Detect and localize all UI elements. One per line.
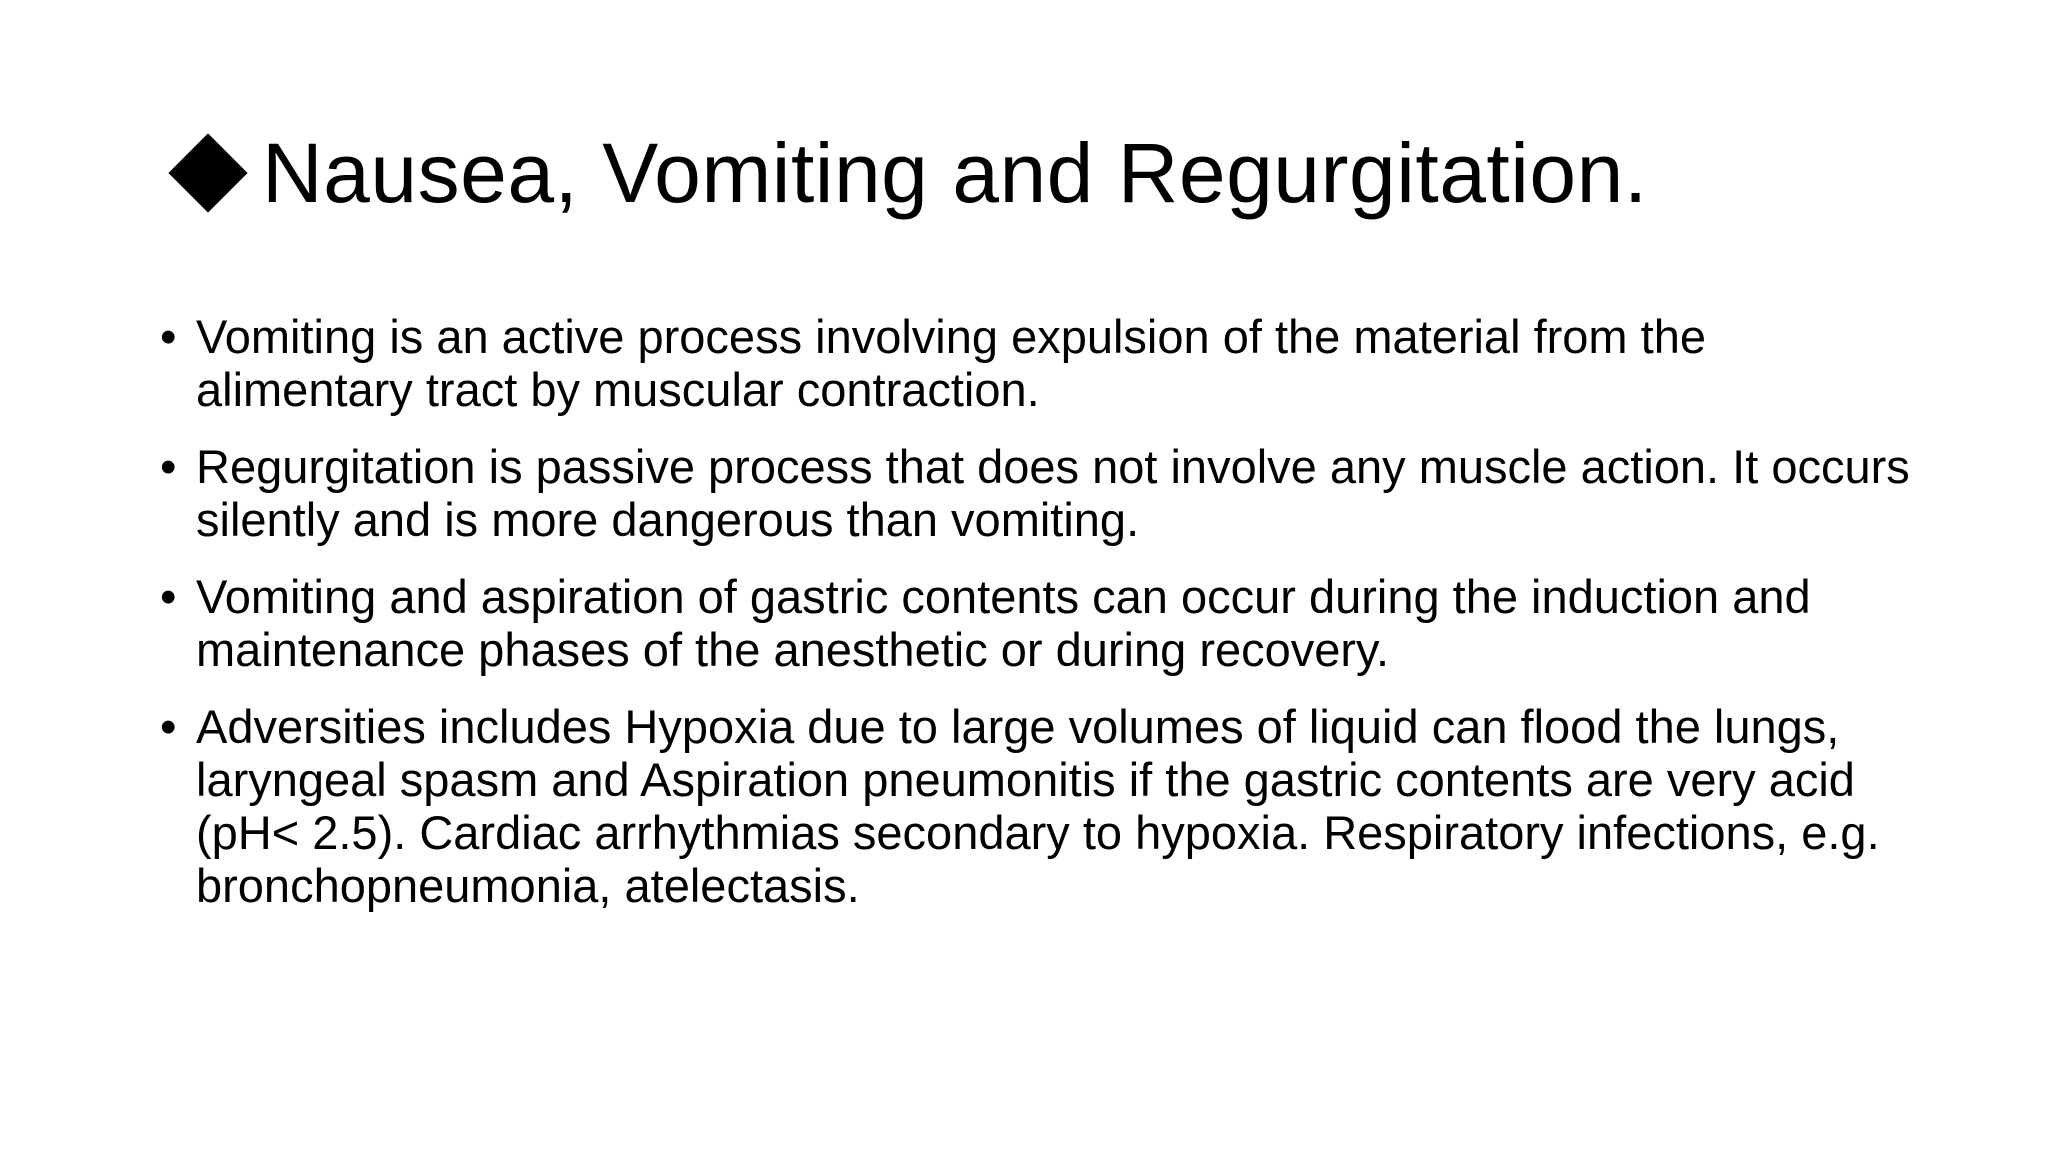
bullet-dot-icon: •	[160, 440, 177, 493]
bullet-item	[158, 310, 1918, 416]
bullet-text: Regurgitation is passive process that does not involve any muscle action. It occurs silently and is more dangerous than vomiting.	[196, 440, 1910, 546]
bullet-text: Vomiting and aspiration of gastric contents can occur during the induction and maintenance phases of the anesthetic or during recovery.	[196, 570, 1811, 676]
bullet-dot-icon: •	[160, 310, 177, 363]
bullet-item	[158, 570, 1918, 676]
bullet-list	[158, 310, 1918, 936]
slide-title	[160, 118, 1648, 228]
diamond-bullet-icon	[168, 133, 247, 212]
bullet-text: Vomiting is an active process involving expulsion of the material from the alimentary tract by muscular contraction.	[196, 310, 1706, 416]
bullet-text: Adversities includes Hypoxia due to large volumes of liquid can flood the lungs, laryngeal spasm and Aspiration pneumonitis if the gastric contents are very acid (pH< 2.5). Cardiac arrhythmias secondary to hypoxia. Respiratory infections, e.g. bronchopneumonia, atelectasis.	[196, 700, 1880, 912]
bullet-item	[158, 700, 1918, 912]
bullet-dot-icon: •	[160, 570, 177, 623]
bullet-dot-icon: •	[160, 700, 177, 753]
bullet-item	[158, 440, 1918, 546]
title-text: Nausea, Vomiting and Regurgitation.	[262, 126, 1648, 220]
